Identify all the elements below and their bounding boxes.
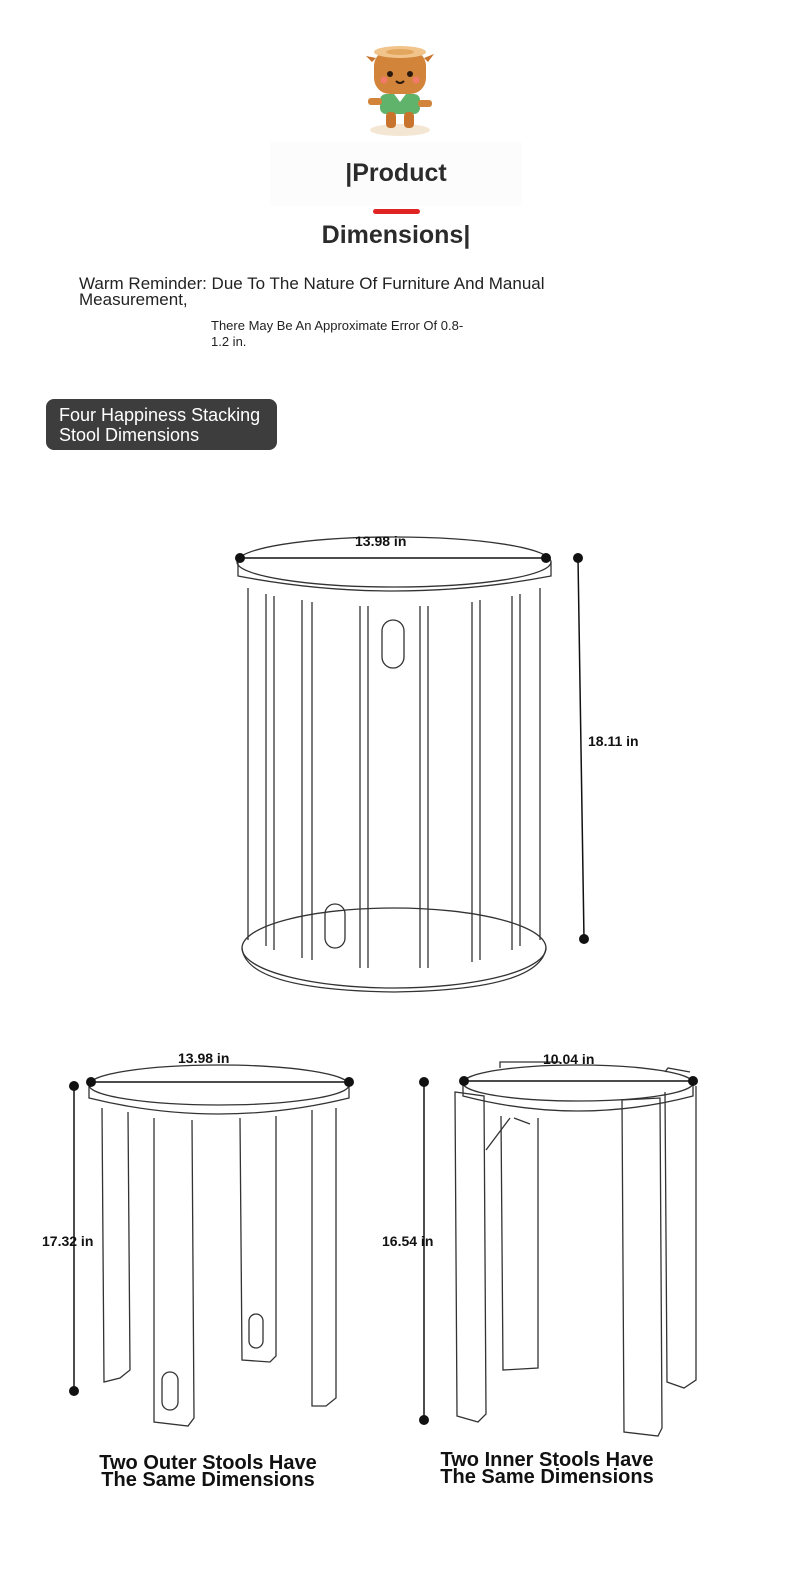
outer-height-label: 17.32 in	[42, 1233, 94, 1249]
inner-height-label: 16.54 in	[382, 1233, 434, 1249]
section-badge: Four Happiness Stacking Stool Dimensions	[46, 399, 277, 450]
inner-stool-caption: Two Inner Stools Have The Same Dimensions	[440, 1449, 654, 1488]
outer-width-label: 13.98 in	[178, 1050, 230, 1066]
inner-width-label: 10.04 in	[543, 1051, 595, 1067]
main-width-label: 13.98 in	[355, 533, 407, 549]
warm-reminder-text: Warm Reminder: Due To The Nature Of Furniture And Manual Measurement,	[79, 274, 545, 309]
error-note-text: There May Be An Approximate Error Of 0.8-1.2 in.	[211, 318, 464, 349]
page-title: |Product Dimensions|	[270, 142, 522, 206]
outer-stool-caption: Two Outer Stools Have The Same Dimensions	[99, 1452, 317, 1491]
main-height-label: 18.11 in	[588, 733, 639, 749]
